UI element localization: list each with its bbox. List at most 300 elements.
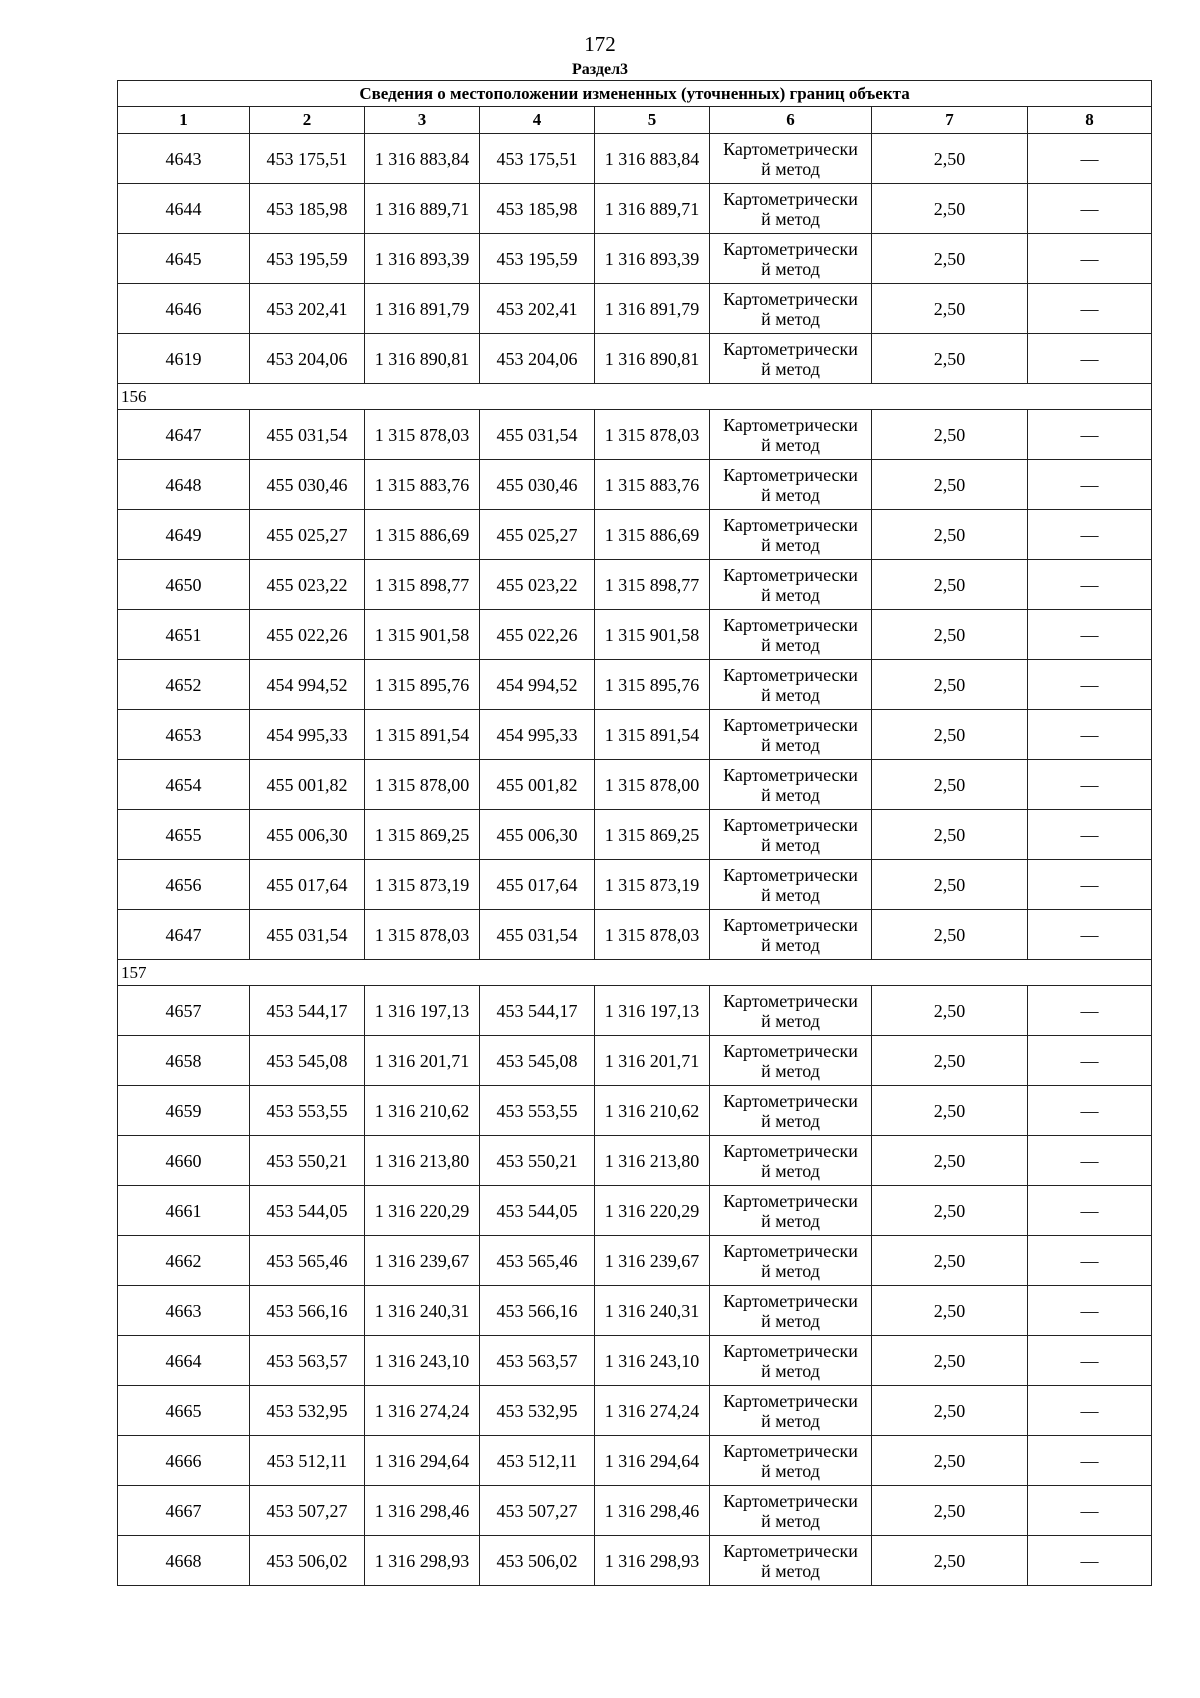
point-number-cell: 4660 [118, 1136, 250, 1186]
method-text-line-2: й метод [761, 484, 820, 505]
method-text-line-2: й метод [761, 1060, 820, 1081]
point-number-cell: 4655 [118, 810, 250, 860]
y-existing-cell: 1 316 883,84 [365, 134, 480, 184]
x-refined-cell: 455 025,27 [480, 510, 595, 560]
method-text-line-2: й метод [761, 784, 820, 805]
table-row [118, 610, 1152, 660]
column-number: 8 [1028, 107, 1152, 134]
x-existing-cell: 453 175,51 [250, 134, 365, 184]
point-number-cell: 4650 [118, 560, 250, 610]
column-number: 3 [365, 107, 480, 134]
y-refined-cell: 1 316 298,46 [595, 1486, 710, 1536]
method-text-line-2: й метод [761, 258, 820, 279]
note-cell: — [1028, 1436, 1152, 1486]
accuracy-cell: 2,50 [872, 1036, 1028, 1086]
method-text-line-2: й метод [761, 1410, 820, 1431]
method-text-line-1: Картометрически [723, 814, 858, 835]
method-text-line-1: Картометрически [723, 414, 858, 435]
y-existing-cell: 1 316 220,29 [365, 1186, 480, 1236]
method-text-line-2: й метод [761, 834, 820, 855]
method-text-line-1: Картометрически [723, 1040, 858, 1061]
x-refined-cell: 453 565,46 [480, 1236, 595, 1286]
table-row [118, 860, 1152, 910]
table-row [118, 510, 1152, 560]
method-text-line-1: Картометрически [723, 714, 858, 735]
table-row [118, 1386, 1152, 1436]
note-cell: — [1028, 510, 1152, 560]
method-text-line-2: й метод [761, 734, 820, 755]
x-refined-cell: 453 553,55 [480, 1086, 595, 1136]
x-existing-cell: 453 204,06 [250, 334, 365, 384]
note-cell: — [1028, 284, 1152, 334]
note-cell: — [1028, 334, 1152, 384]
point-number-cell: 4644 [118, 184, 250, 234]
column-number: 1 [118, 107, 250, 134]
point-number-cell: 4654 [118, 760, 250, 810]
method-text-line-1: Картометрически [723, 1490, 858, 1511]
x-existing-cell: 453 544,17 [250, 986, 365, 1036]
accuracy-cell: 2,50 [872, 460, 1028, 510]
method-text-line-2: й метод [761, 884, 820, 905]
page-number: 172 [584, 32, 616, 56]
point-number-cell: 4647 [118, 410, 250, 460]
y-refined-cell: 1 316 893,39 [595, 234, 710, 284]
x-refined-cell: 453 204,06 [480, 334, 595, 384]
point-number-cell: 4657 [118, 986, 250, 1036]
y-refined-cell: 1 315 901,58 [595, 610, 710, 660]
x-existing-cell: 455 001,82 [250, 760, 365, 810]
method-text-line-2: й метод [761, 158, 820, 179]
x-existing-cell: 455 023,22 [250, 560, 365, 610]
y-existing-cell: 1 316 893,39 [365, 234, 480, 284]
y-refined-cell: 1 316 889,71 [595, 184, 710, 234]
y-refined-cell: 1 315 891,54 [595, 710, 710, 760]
point-number-cell: 4665 [118, 1386, 250, 1436]
method-text-line-1: Картометрически [723, 664, 858, 685]
y-refined-cell: 1 316 274,24 [595, 1386, 710, 1436]
method-text-line-1: Картометрически [723, 1290, 858, 1311]
x-existing-cell: 455 022,26 [250, 610, 365, 660]
point-number-cell: 4646 [118, 284, 250, 334]
y-refined-cell: 1 315 878,00 [595, 760, 710, 810]
x-existing-cell: 455 031,54 [250, 910, 365, 960]
method-text-line-1: Картометрически [723, 464, 858, 485]
y-existing-cell: 1 315 895,76 [365, 660, 480, 710]
y-refined-cell: 1 316 197,13 [595, 986, 710, 1036]
y-existing-cell: 1 316 239,67 [365, 1236, 480, 1286]
method-text-line-2: й метод [761, 434, 820, 455]
x-existing-cell: 455 006,30 [250, 810, 365, 860]
method-text-line-1: Картометрически [723, 288, 858, 309]
table-row [118, 410, 1152, 460]
method-text-line-1: Картометрически [723, 1340, 858, 1361]
y-existing-cell: 1 316 210,62 [365, 1086, 480, 1136]
method-text-line-1: Картометрически [723, 1540, 858, 1561]
method-cell [710, 184, 872, 234]
note-cell: — [1028, 560, 1152, 610]
note-cell: — [1028, 910, 1152, 960]
x-refined-cell: 453 544,17 [480, 986, 595, 1036]
note-cell: — [1028, 1286, 1152, 1336]
method-cell [710, 284, 872, 334]
point-number-cell: 4666 [118, 1436, 250, 1486]
method-text-line-1: Картометрически [723, 864, 858, 885]
method-cell [710, 1486, 872, 1536]
x-refined-cell: 453 566,16 [480, 1286, 595, 1336]
table-row [118, 460, 1152, 510]
accuracy-cell: 2,50 [872, 1536, 1028, 1586]
table-row [118, 1436, 1152, 1486]
accuracy-cell: 2,50 [872, 810, 1028, 860]
method-text-line-2: й метод [761, 534, 820, 555]
x-refined-cell: 455 023,22 [480, 560, 595, 610]
note-cell: — [1028, 460, 1152, 510]
method-cell [710, 986, 872, 1036]
column-number: 5 [595, 107, 710, 134]
x-refined-cell: 453 202,41 [480, 284, 595, 334]
method-text-line-2: й метод [761, 634, 820, 655]
y-existing-cell: 1 316 298,93 [365, 1536, 480, 1586]
method-cell [710, 134, 872, 184]
method-text-line-1: Картометрически [723, 1240, 858, 1261]
accuracy-cell: 2,50 [872, 234, 1028, 284]
y-refined-cell: 1 316 201,71 [595, 1036, 710, 1086]
x-refined-cell: 455 017,64 [480, 860, 595, 910]
method-text-line-1: Картометрически [723, 1440, 858, 1461]
method-text-line-1: Картометрически [723, 514, 858, 535]
contour-number: 156 [118, 384, 1152, 410]
column-number: 4 [480, 107, 595, 134]
table-row [118, 1236, 1152, 1286]
accuracy-cell: 2,50 [872, 1436, 1028, 1486]
note-cell: — [1028, 184, 1152, 234]
column-number: 6 [710, 107, 872, 134]
method-text-line-2: й метод [761, 1360, 820, 1381]
point-number-cell: 4645 [118, 234, 250, 284]
method-cell [710, 610, 872, 660]
note-cell: — [1028, 760, 1152, 810]
method-text-line-2: й метод [761, 1260, 820, 1281]
x-existing-cell: 454 994,52 [250, 660, 365, 710]
column-number: 2 [250, 107, 365, 134]
note-cell: — [1028, 1536, 1152, 1586]
method-text-line-2: й метод [761, 1560, 820, 1581]
accuracy-cell: 2,50 [872, 134, 1028, 184]
method-text-line-1: Картометрически [723, 1390, 858, 1411]
method-text-line-1: Картометрически [723, 1090, 858, 1111]
y-existing-cell: 1 315 873,19 [365, 860, 480, 910]
x-refined-cell: 453 544,05 [480, 1186, 595, 1236]
method-cell [710, 1236, 872, 1286]
x-refined-cell: 455 001,82 [480, 760, 595, 810]
note-cell: — [1028, 134, 1152, 184]
x-existing-cell: 453 507,27 [250, 1486, 365, 1536]
method-text-line-1: Картометрически [723, 238, 858, 259]
method-text-line-1: Картометрически [723, 188, 858, 209]
method-cell [710, 810, 872, 860]
table-row [118, 910, 1152, 960]
y-existing-cell: 1 316 197,13 [365, 986, 480, 1036]
point-number-cell: 4663 [118, 1286, 250, 1336]
method-text-line-2: й метод [761, 934, 820, 955]
table-row [118, 1136, 1152, 1186]
x-existing-cell: 453 195,59 [250, 234, 365, 284]
x-existing-cell: 454 995,33 [250, 710, 365, 760]
x-refined-cell: 453 512,11 [480, 1436, 595, 1486]
x-existing-cell: 453 532,95 [250, 1386, 365, 1436]
y-existing-cell: 1 315 891,54 [365, 710, 480, 760]
x-refined-cell: 455 031,54 [480, 910, 595, 960]
y-refined-cell: 1 316 294,64 [595, 1436, 710, 1486]
method-text-line-2: й метод [761, 1310, 820, 1331]
y-refined-cell: 1 316 883,84 [595, 134, 710, 184]
table-row [118, 1186, 1152, 1236]
accuracy-cell: 2,50 [872, 1086, 1028, 1136]
table-row [118, 760, 1152, 810]
contour-group-row [118, 960, 1152, 986]
method-cell [710, 1186, 872, 1236]
accuracy-cell: 2,50 [872, 710, 1028, 760]
x-refined-cell: 453 550,21 [480, 1136, 595, 1186]
method-text-line-1: Картометрически [723, 914, 858, 935]
point-number-cell: 4667 [118, 1486, 250, 1536]
x-existing-cell: 453 550,21 [250, 1136, 365, 1186]
note-cell: — [1028, 710, 1152, 760]
y-refined-cell: 1 315 873,19 [595, 860, 710, 910]
x-existing-cell: 455 030,46 [250, 460, 365, 510]
y-existing-cell: 1 316 294,64 [365, 1436, 480, 1486]
x-refined-cell: 453 195,59 [480, 234, 595, 284]
method-text-line-1: Картометрически [723, 1190, 858, 1211]
method-cell [710, 1086, 872, 1136]
point-number-cell: 4648 [118, 460, 250, 510]
method-cell [710, 1386, 872, 1436]
accuracy-cell: 2,50 [872, 410, 1028, 460]
y-refined-cell: 1 315 895,76 [595, 660, 710, 710]
y-refined-cell: 1 315 886,69 [595, 510, 710, 560]
y-existing-cell: 1 315 878,00 [365, 760, 480, 810]
x-refined-cell: 455 022,26 [480, 610, 595, 660]
method-cell [710, 1336, 872, 1386]
note-cell: — [1028, 1386, 1152, 1436]
accuracy-cell: 2,50 [872, 910, 1028, 960]
method-text-line-1: Картометрически [723, 564, 858, 585]
y-refined-cell: 1 316 213,80 [595, 1136, 710, 1186]
y-existing-cell: 1 316 240,31 [365, 1286, 480, 1336]
accuracy-cell: 2,50 [872, 1186, 1028, 1236]
method-cell [710, 460, 872, 510]
method-cell [710, 910, 872, 960]
y-refined-cell: 1 315 869,25 [595, 810, 710, 860]
accuracy-cell: 2,50 [872, 334, 1028, 384]
x-existing-cell: 453 553,55 [250, 1086, 365, 1136]
accuracy-cell: 2,50 [872, 760, 1028, 810]
table-row [118, 234, 1152, 284]
method-cell [710, 234, 872, 284]
accuracy-cell: 2,50 [872, 510, 1028, 560]
method-text-line-2: й метод [761, 1010, 820, 1031]
point-number-cell: 4653 [118, 710, 250, 760]
point-number-cell: 4647 [118, 910, 250, 960]
method-cell [710, 1436, 872, 1486]
note-cell: — [1028, 1036, 1152, 1086]
accuracy-cell: 2,50 [872, 1286, 1028, 1336]
x-existing-cell: 453 202,41 [250, 284, 365, 334]
note-cell: — [1028, 410, 1152, 460]
point-number-cell: 4661 [118, 1186, 250, 1236]
y-existing-cell: 1 316 243,10 [365, 1336, 480, 1386]
method-text-line-2: й метод [761, 1510, 820, 1531]
accuracy-cell: 2,50 [872, 1336, 1028, 1386]
note-cell: — [1028, 1486, 1152, 1536]
y-refined-cell: 1 315 883,76 [595, 460, 710, 510]
note-cell: — [1028, 660, 1152, 710]
point-number-cell: 4649 [118, 510, 250, 560]
note-cell: — [1028, 810, 1152, 860]
accuracy-cell: 2,50 [872, 560, 1028, 610]
y-existing-cell: 1 315 883,76 [365, 460, 480, 510]
x-refined-cell: 453 563,57 [480, 1336, 595, 1386]
method-text-line-2: й метод [761, 1160, 820, 1181]
method-text-line-2: й метод [761, 358, 820, 379]
method-text-line-2: й метод [761, 584, 820, 605]
point-number-cell: 4668 [118, 1536, 250, 1586]
method-cell [710, 710, 872, 760]
x-existing-cell: 455 025,27 [250, 510, 365, 560]
table-row [118, 986, 1152, 1036]
y-existing-cell: 1 316 274,24 [365, 1386, 480, 1436]
method-text-line-2: й метод [761, 1210, 820, 1231]
x-refined-cell: 453 185,98 [480, 184, 595, 234]
accuracy-cell: 2,50 [872, 610, 1028, 660]
x-existing-cell: 455 017,64 [250, 860, 365, 910]
y-existing-cell: 1 315 878,03 [365, 410, 480, 460]
note-cell: — [1028, 1236, 1152, 1286]
method-text-line-1: Картометрически [723, 990, 858, 1011]
table-row [118, 560, 1152, 610]
point-number-cell: 4651 [118, 610, 250, 660]
method-text-line-2: й метод [761, 208, 820, 229]
accuracy-cell: 2,50 [872, 986, 1028, 1036]
point-number-cell: 4662 [118, 1236, 250, 1286]
accuracy-cell: 2,50 [872, 1386, 1028, 1436]
boundary-table [117, 80, 1152, 1586]
method-cell [710, 510, 872, 560]
y-existing-cell: 1 315 886,69 [365, 510, 480, 560]
method-text-line-2: й метод [761, 684, 820, 705]
x-refined-cell: 453 507,27 [480, 1486, 595, 1536]
x-existing-cell: 453 566,16 [250, 1286, 365, 1336]
x-existing-cell: 455 031,54 [250, 410, 365, 460]
point-number-cell: 4664 [118, 1336, 250, 1386]
x-existing-cell: 453 512,11 [250, 1436, 365, 1486]
point-number-cell: 4656 [118, 860, 250, 910]
method-cell [710, 410, 872, 460]
x-existing-cell: 453 565,46 [250, 1236, 365, 1286]
accuracy-cell: 2,50 [872, 660, 1028, 710]
table-row [118, 184, 1152, 234]
accuracy-cell: 2,50 [872, 284, 1028, 334]
y-refined-cell: 1 316 239,67 [595, 1236, 710, 1286]
column-number: 7 [872, 107, 1028, 134]
table-row [118, 1336, 1152, 1386]
x-refined-cell: 453 532,95 [480, 1386, 595, 1436]
table-row [118, 1086, 1152, 1136]
point-number-cell: 4619 [118, 334, 250, 384]
y-refined-cell: 1 316 890,81 [595, 334, 710, 384]
table-row [118, 334, 1152, 384]
y-existing-cell: 1 316 213,80 [365, 1136, 480, 1186]
y-existing-cell: 1 315 878,03 [365, 910, 480, 960]
note-cell: — [1028, 1186, 1152, 1236]
x-existing-cell: 453 185,98 [250, 184, 365, 234]
note-cell: — [1028, 1136, 1152, 1186]
note-cell: — [1028, 986, 1152, 1036]
method-text-line-1: Картометрически [723, 614, 858, 635]
method-text-line-1: Картометрически [723, 1140, 858, 1161]
method-text-line-1: Картометрически [723, 138, 858, 159]
y-existing-cell: 1 315 901,58 [365, 610, 480, 660]
point-number-cell: 4658 [118, 1036, 250, 1086]
table-row [118, 1036, 1152, 1086]
method-cell [710, 760, 872, 810]
x-refined-cell: 453 545,08 [480, 1036, 595, 1086]
x-existing-cell: 453 506,02 [250, 1536, 365, 1586]
x-refined-cell: 454 994,52 [480, 660, 595, 710]
x-refined-cell: 454 995,33 [480, 710, 595, 760]
y-existing-cell: 1 315 869,25 [365, 810, 480, 860]
table-row [118, 284, 1152, 334]
method-cell [710, 560, 872, 610]
y-refined-cell: 1 316 210,62 [595, 1086, 710, 1136]
y-existing-cell: 1 316 201,71 [365, 1036, 480, 1086]
point-number-cell: 4659 [118, 1086, 250, 1136]
table-row [118, 1486, 1152, 1536]
table-row [118, 1286, 1152, 1336]
method-text-line-2: й метод [761, 1110, 820, 1131]
y-refined-cell: 1 315 898,77 [595, 560, 710, 610]
accuracy-cell: 2,50 [872, 1136, 1028, 1186]
point-number-cell: 4652 [118, 660, 250, 710]
y-refined-cell: 1 316 240,31 [595, 1286, 710, 1336]
method-cell [710, 334, 872, 384]
y-refined-cell: 1 315 878,03 [595, 410, 710, 460]
method-cell [710, 1286, 872, 1336]
method-cell [710, 1536, 872, 1586]
y-refined-cell: 1 316 220,29 [595, 1186, 710, 1236]
table-row [118, 810, 1152, 860]
method-cell [710, 660, 872, 710]
table-row [118, 660, 1152, 710]
x-existing-cell: 453 545,08 [250, 1036, 365, 1086]
x-refined-cell: 455 031,54 [480, 410, 595, 460]
table-caption: Сведения о местоположении измененных (уточненных) границ объекта [118, 81, 1152, 107]
section-title: Раздел3 [571, 61, 629, 78]
method-text-line-2: й метод [761, 1460, 820, 1481]
table-row [118, 1536, 1152, 1586]
x-existing-cell: 453 544,05 [250, 1186, 365, 1236]
x-existing-cell: 453 563,57 [250, 1336, 365, 1386]
contour-group-row [118, 384, 1152, 410]
y-existing-cell: 1 316 298,46 [365, 1486, 480, 1536]
note-cell: — [1028, 234, 1152, 284]
accuracy-cell: 2,50 [872, 860, 1028, 910]
y-refined-cell: 1 316 243,10 [595, 1336, 710, 1386]
table-row [118, 710, 1152, 760]
y-refined-cell: 1 315 878,03 [595, 910, 710, 960]
y-existing-cell: 1 316 889,71 [365, 184, 480, 234]
method-text-line-2: й метод [761, 308, 820, 329]
